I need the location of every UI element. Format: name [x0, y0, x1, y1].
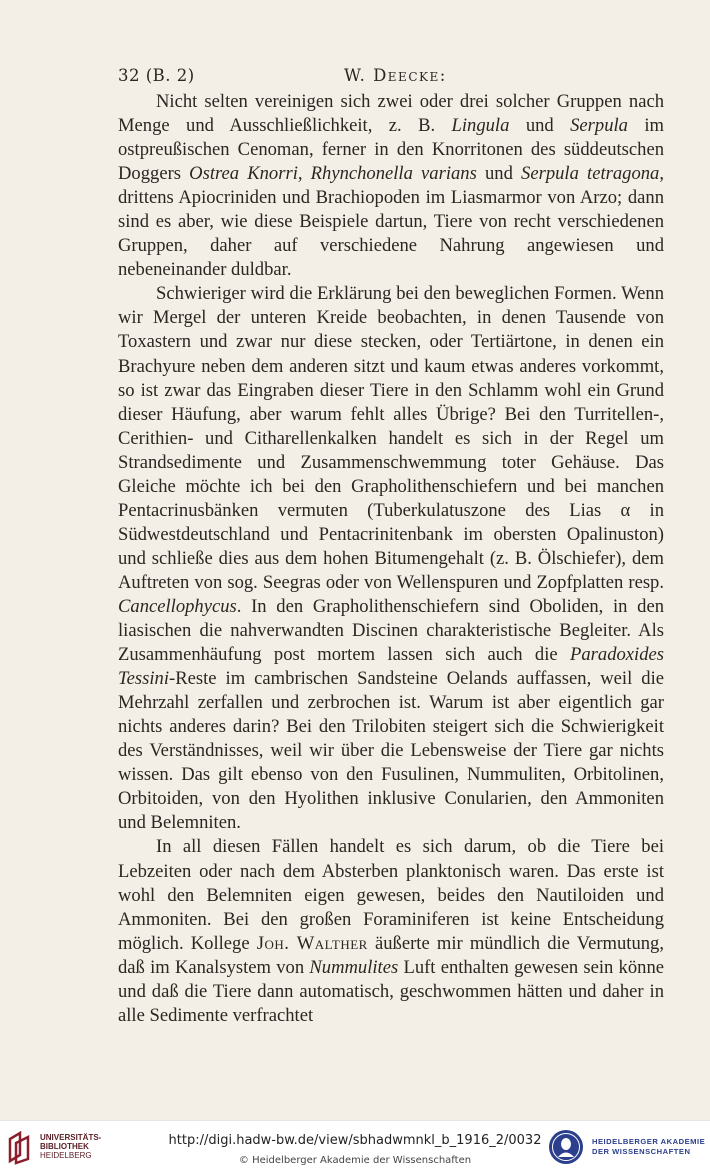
- text-run: -Reste im cambrischen Sandsteine Oelands auffassen, weil die Mehrzahl zerfallen und zerbrochen ist. Warum ist aber eigentlich gar nichts anderes darin? Bei den Trilobiten steigert sich die Schwierigkeit des Verständnisses, weil wir über die Lebensweise der Tiere gar nichts wissen. Das gilt ebenso von den Fusulinen, Nummuliten, Orbitolinen, Orbitoiden, von den Hyolithen inklusive Conularien, den Ammoniten und Belemniten.: [118, 668, 664, 834]
- italic-term: Lingula: [451, 115, 510, 137]
- italic-term: Serpula tetragona: [521, 163, 660, 185]
- italic-term: Serpula: [570, 115, 628, 137]
- person-name: Joh. Walther: [256, 932, 368, 954]
- page-number: 32 (B. 2): [118, 66, 195, 85]
- text-run: In all diesen Fällen handelt es sich darum, ob die Tiere bei Lebzeiten oder nach dem Absterben planktonisch waren. Das erste ist wohl den Belemniten eigen gewesen, beides den Nautiloiden und Ammoniten. Bei den großen Foraminiferen ist keine Entscheidung möglich. Kollege: [118, 836, 664, 954]
- document-url-link[interactable]: http://digi.hadw-bw.de/view/sbhadwmnkl_b_1916_2/0032: [168, 1133, 542, 1148]
- academy-seal-icon: [548, 1129, 584, 1165]
- academy-name: [592, 1137, 705, 1157]
- body-text: [118, 90, 664, 1028]
- academy-name-line: HEIDELBERGER AKADEMIE: [592, 1137, 706, 1146]
- italic-term: Cancellophycus: [118, 595, 237, 617]
- text-run: äußerte mir mündlich die Vermutung, daß im Kanalsystem von: [118, 932, 665, 978]
- italic-term: Nummulites: [309, 956, 399, 978]
- text-run: Schwieriger wird die Erklärung bei den beweglichen Formen. Wenn wir Mergel der unteren Kreide beobachten, in denen Tausende von Toxastern und zwar nur diese stecken, oder Tertiärtone, in denen ein Brachyure neben dem anderen sitzt und kaum etwas anderes vorkommt, so ist zwar das Eingraben dieser Tiere in den Schlamm wohl ein Grund dieser Häufung, aber warum fehlt alles Übrige? Bei den Turritellen-, Cerithien- und Citharellenkalken handelt es sich in der Regel um Strandsedimente und Zusammenschwemmung toter Gehäuse. Das Gleiche möchte ich bei den Grapholithenschiefern und bei manchen Pentacrinusbänken vermuten (Tuberkulatuszone des Lias α in Südwestdeutschland und Pentacrinitenbank im obersten Opalinuston) und schließe dies aus dem hohen Bitumengehalt (z. B. Ölschiefer), dem Auftreten von sog. Seegras oder von Wellenspuren und Zopfplatten resp.: [118, 283, 664, 593]
- library-name-line: HEIDELBERG: [40, 1151, 92, 1160]
- paragraph: [118, 835, 664, 1027]
- italic-term: Paradoxides Tessini: [118, 644, 664, 690]
- copyright-notice: © Heidelberger Akademie der Wissenschaften: [238, 1155, 472, 1166]
- text-run: . In den Grapholithenschiefern sind Oboliden, in den liasischen die nahverwandten Discinen charakteristische Begleiter. Als Zusammenhäufung post mortem lassen sich auch die: [118, 595, 664, 666]
- text-run: Nicht selten vereinigen sich zwei oder drei solcher Gruppen nach Menge und Ausschließlichkeit, z. B.: [118, 91, 664, 137]
- library-name-line: BIBLIOTHEK: [40, 1142, 89, 1151]
- running-head-author: W. Deecke:: [344, 66, 447, 85]
- text-run: und: [509, 115, 571, 137]
- paragraph: [118, 282, 664, 835]
- text-run: , drittens Apiocriniden und Brachiopoden im Liasmarmor von Arzo; dann sind es aber, wie diese Beispiele dartun, Tiere von recht verschiedenen Gruppen, daher auf verschiedene Nahrung angewiesen und nebeneinander duldbar.: [118, 163, 665, 281]
- text-run: Luft enthalten gewesen sein könne und daß die Tiere dann automatisch, geschwommen hätten und daher in alle Sedimente verfrachtet: [118, 956, 664, 1026]
- academy-name-line: DER WISSENSCHAFTEN: [592, 1147, 691, 1156]
- library-name-line: UNIVERSITÄTS-: [40, 1133, 102, 1142]
- footer: [0, 1120, 710, 1172]
- paragraph: [118, 90, 664, 282]
- text-run: im ostpreußischen Cenoman, ferner in den Knorritonen des süddeutschen Doggers: [118, 115, 665, 185]
- italic-term: Ostrea Knorri, Rhynchonella varians: [189, 163, 477, 185]
- text-run: und: [476, 163, 522, 185]
